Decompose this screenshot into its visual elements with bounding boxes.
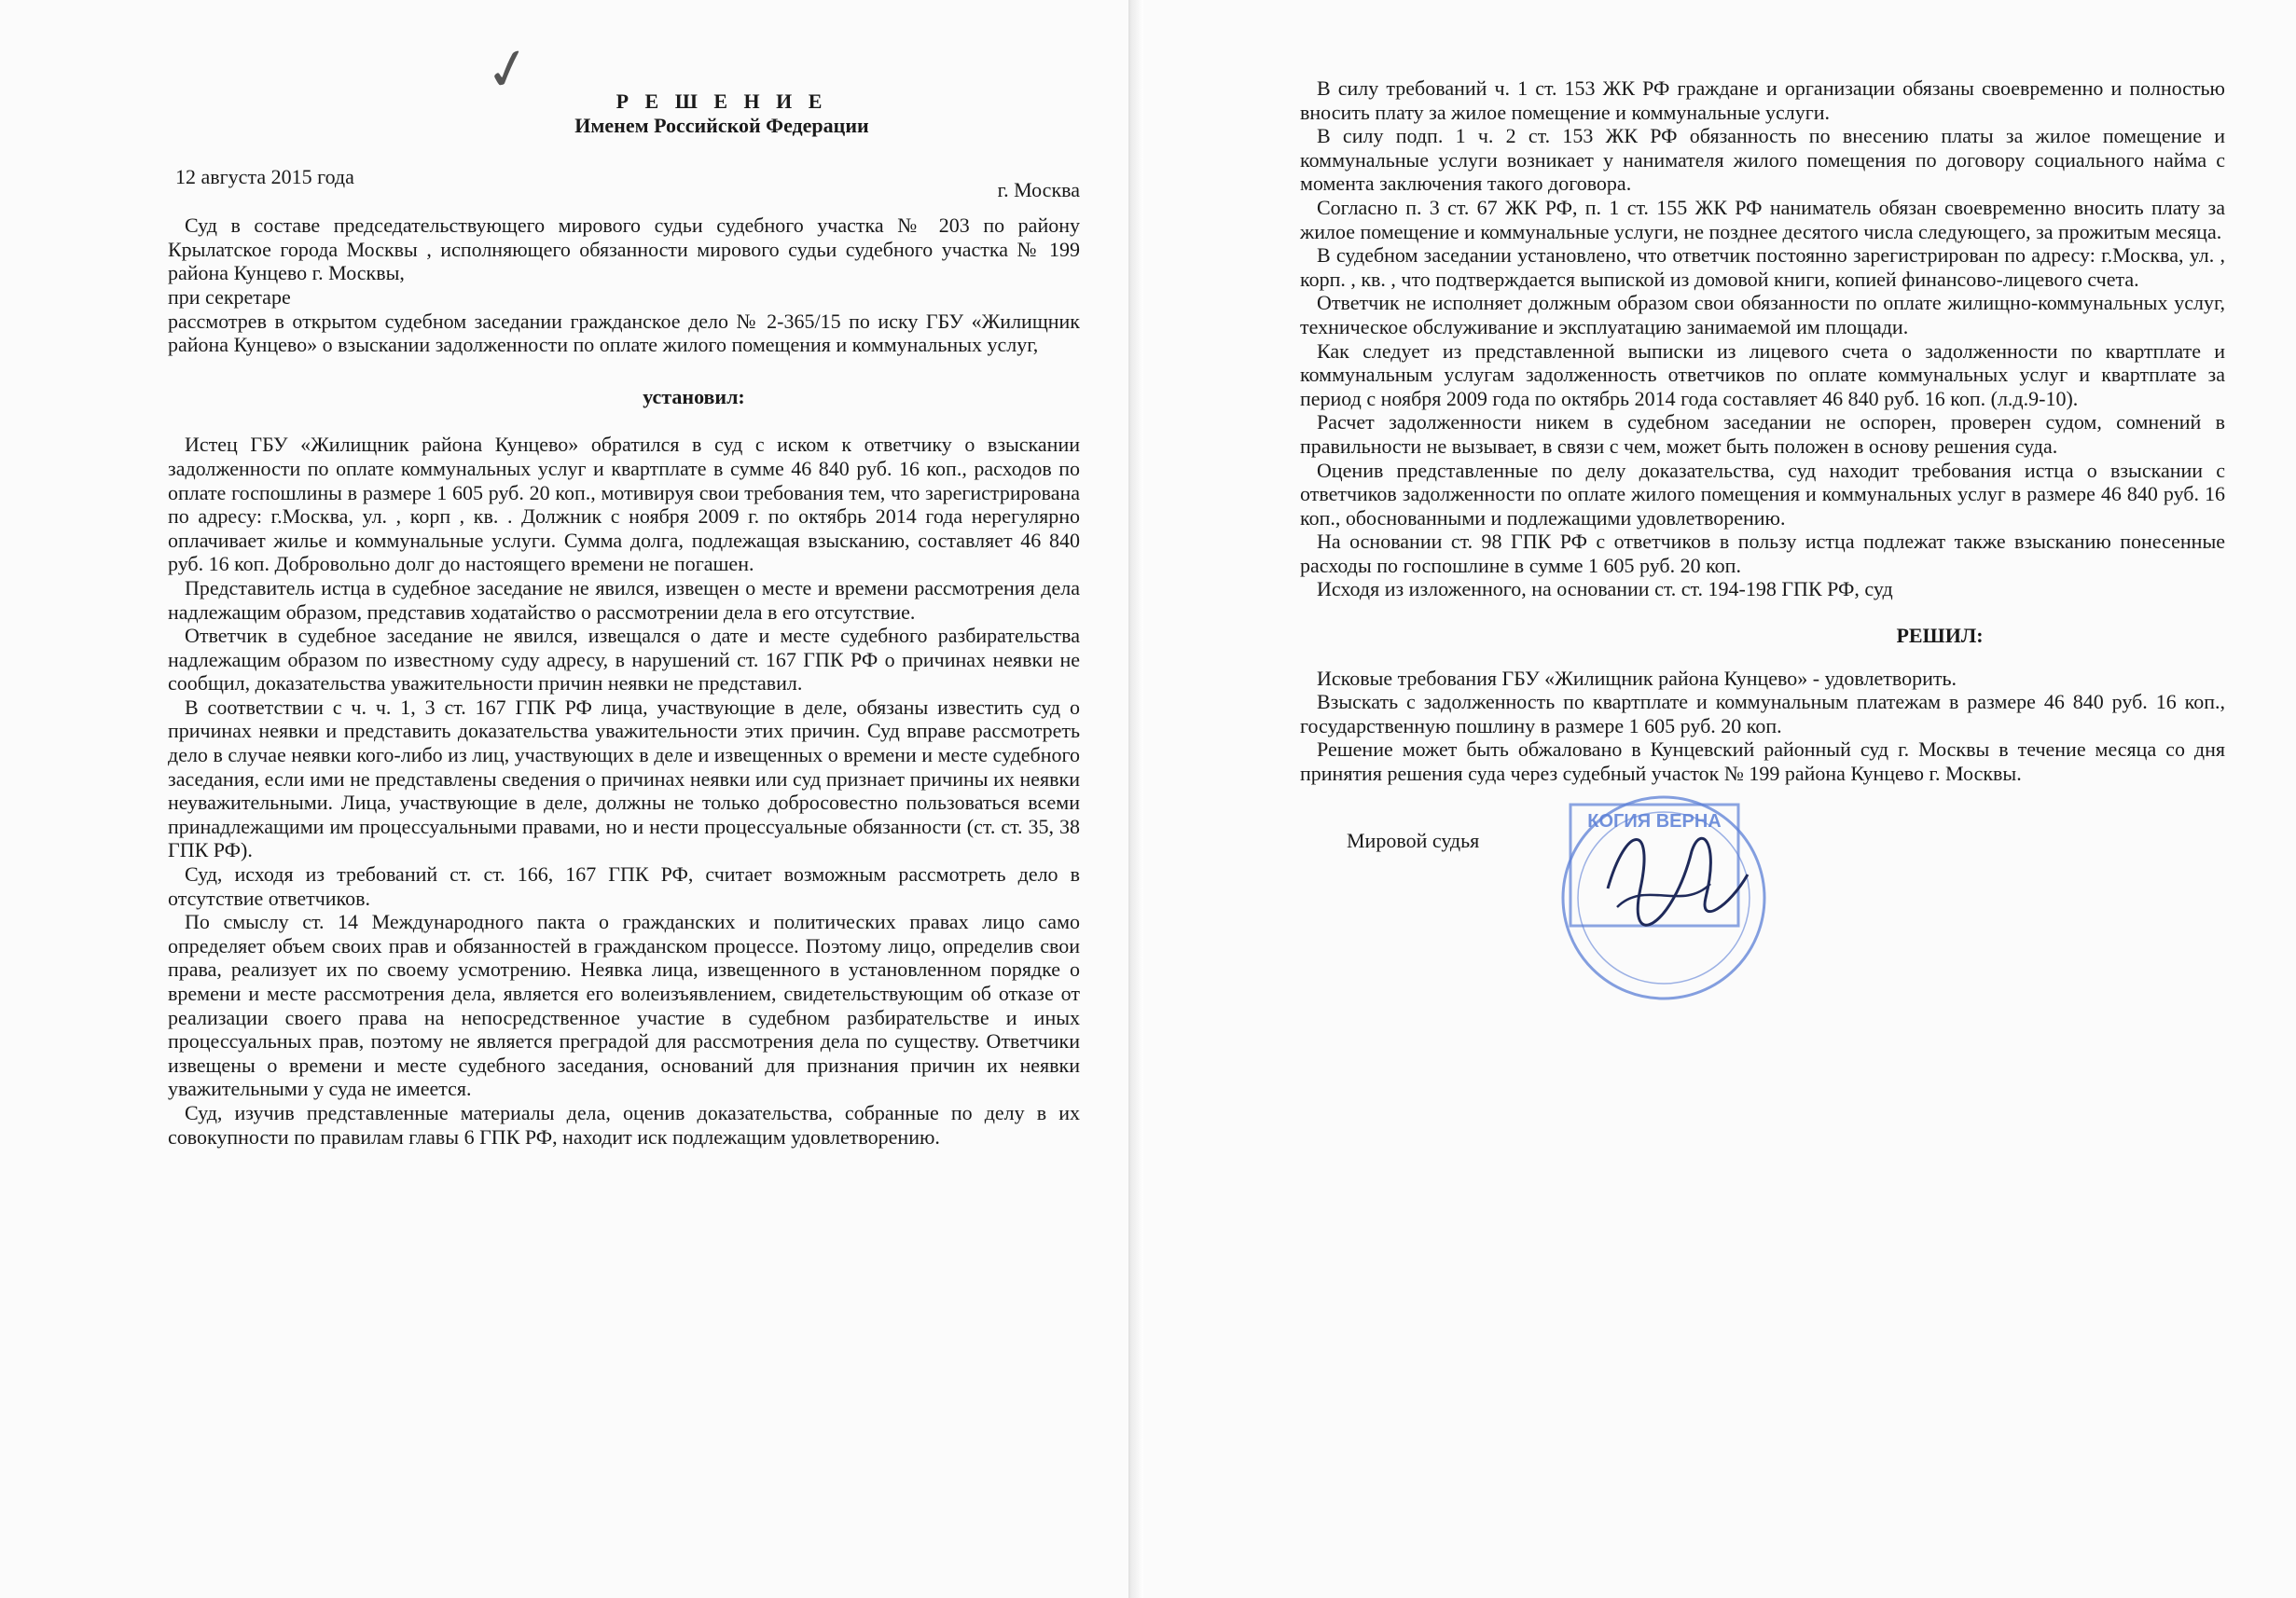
left-column: [168, 90, 1080, 1149]
section-established: установил:: [643, 384, 745, 408]
paragraph-grounds: Исходя из изложенного, на основании ст. ст. 194-198 ГПК РФ, суд: [1317, 577, 1893, 601]
paragraph-calculation: Расчет задолженности никем в судебном заседании не оспорен, проверен судом, сомнений в правильности не вызывает, в связи с чем, может быть положен в основу решения суда.: [1300, 410, 2225, 458]
judge-signature-row: [1300, 810, 2225, 930]
decision-city: г. Москва: [997, 178, 1080, 202]
paragraph-defendant-absence: Ответчик в судебное заседание не явился, извещался о дате и месте судебного разбирательства надлежащим образом по известному суду адресу, в нарушений ст. 167 ГПК РФ о причинах неявки не сообщил, доказательства уважительности причин неявки не представил.: [168, 624, 1080, 696]
paragraph-account-statement: Как следует из представленной выписки из лицевого счета о задолженности по квартплате и коммунальным услугам задолженность ответчиков по оплате коммунальных услуг и квартплате за период с ноября 2009 года по октябрь 2014 года составляет 46 840 руб. 16 коп. (л.д.9-10).: [1300, 338, 2225, 410]
court-stamp: [1552, 786, 1776, 1010]
page-gutter: [1130, 0, 1143, 1598]
judge-label: Мировой судья: [1347, 828, 1480, 852]
paragraph-appeal: Решение может быть обжаловано в Кунцевский районный суд г. Москвы в течение месяца со дня принятия решения суда через судебный участок № 199 района Кунцево г. Москвы.: [1300, 737, 2225, 786]
paragraph-absent-review: Суд, исходя из требований ст. ст. 166, 167 ГПК РФ, считает возможным рассмотреть дело в отсутствие ответчиков.: [168, 862, 1080, 910]
paragraph-art-167: В соответствии с ч. ч. 1, 3 ст. 167 ГПК РФ лица, участвующие в деле, обязаны известить суд о причинах неявки и представить доказательства уважительности этих причин. Суд вправе рассмотреть дело в случае неявки кого-либо из лиц, участвующих в деле и извещенных о времени и месте судебного заседания, если ими не представлены сведения о причинах неявки или суд признает причины их неявки неуважительными. Лица, участвующие в деле, должны не только добросовестно пользоваться всеми принадлежащими им процессуальными правами, но и нести процессуальные обязанности (ст. ст. 35, 38 ГПК РФ).: [168, 695, 1080, 862]
decision-date: 12 августа 2015 года: [175, 165, 354, 189]
document-subtitle: Именем Российской Федерации: [574, 113, 869, 137]
paragraph-claim-satisfied: Исковые требования ГБУ «Жилищник района Кунцево» - удовлетворить.: [1317, 666, 1957, 690]
court-composition: Суд в составе председательствующего мирового судьи судебного участка № 203 по району Крылатское города Москвы , исполняющего обязанности мирового судьи судебного участка № 199 района Кунцево г. Москвы,: [168, 214, 1080, 285]
paragraph-international-pact: По смыслу ст. 14 Международного пакта о гражданских и политических правах лицо само определяет объем своих прав и обязанностей в гражданском процессе. Поэтому лицо, определив свои права, реализует их по своему усмотрению. Неявка лица, извещенного в установленном порядке о времени и месте рассмотрения дела, является его волеизъявлением, свидетельствующим об отказе от реализации своего права на непосредственное участие в судебном разбирательстве и иных процессуальных прав, поэтому не является преградой для рассмотрения дела по существу. Ответчики извещены о времени и месте судебного заседания, оснований для признания причин их неявки уважительными у суда не имеется.: [168, 910, 1080, 1101]
paragraph-art-98: На основании ст. 98 ГПК РФ с ответчиков в пользу истца подлежат также взысканию понесенные расходы по госпошлине в сумме 1 605 руб. 20 коп.: [1300, 530, 2225, 577]
paragraph-claim: Истец ГБУ «Жилищник района Кунцево» обратился в суд с иском к ответчику о взыскании задолженности по оплате коммунальных услуг и квартплате в сумме 46 840 руб. 16 коп., расходов по оплате госпошлины в размере 1 605 руб. 20 коп., мотивируя свои требования тем, что зарегистрирована по адресу: г.Москва, ул. , корп , кв. . Должник с ноября 2009 г. по октябрь 2014 года нерегулярно оплачивает жилье и коммунальные услуги. Сумма долга, подлежащая взысканию, составляет 46 840 руб. 16 коп. Добровольно долг до настоящего времени не погашен.: [168, 433, 1080, 576]
paragraph-art-153-2: В силу подп. 1 ч. 2 ст. 153 ЖК РФ обязанность по внесению платы за жилое помещение и коммунальные услуги возникает у нанимателя жилого помещения по договору социального найма с момента заключения такого договора.: [1300, 124, 2225, 196]
paragraph-claim-granted: Суд, изучив представленные материалы дела, оценив доказательства, собранные по делу в их совокупности по правилам главы 6 ГПК РФ, находит иск подлежащим удовлетворению.: [168, 1100, 1080, 1149]
right-column: [1300, 76, 2225, 930]
paragraph-registration: В судебном заседании установлено, что ответчик постоянно зарегистрирован по адресу: г.Москва, ул. , корп. , кв. , что подтверждается выпиской из домовой книги, копией финансово-лицевого счета.: [1300, 243, 2225, 291]
paragraph-art-153: В силу требований ч. 1 ст. 153 ЖК РФ граждане и организации обязаны своевременно и полностью вносить плату за жилое помещение и коммунальные услуги.: [1300, 76, 2225, 124]
case-description: рассмотрев в открытом судебном заседании гражданское дело № 2-365/15 по иску ГБУ «Жилищник района Кунцево» о взыскании задолженности по оплате жилого помещения и коммунальных услуг,: [168, 309, 1080, 357]
date-row: [168, 165, 1080, 214]
paragraph-plaintiff-absence: Представитель истца в судебное заседание не явился, извещен о месте и времени рассмотрения дела надлежащим образом, представив ходатайство о рассмотрении дела в его отсутствие.: [168, 575, 1080, 624]
secretary-line: при секретаре: [168, 284, 291, 309]
section-resolved: РЕШИЛ:: [1896, 624, 1984, 648]
paragraph-non-performance: Ответчик не исполняет должным образом свои обязанности по оплате жилищно-коммунальных услуг, техническое обслуживание и эксплуатацию занимаемой им площади.: [1300, 291, 2225, 338]
stamp-text: КОГИЯ ВЕРНА: [1587, 810, 1722, 832]
paragraph-collect: Взыскать с задолженность по квартплате и коммунальным платежам в размере 46 840 руб. 16 коп., государственную пошлину в размере 1 605 руб. 20 коп.: [1300, 690, 2225, 737]
paragraph-evaluation: Оценив представленные по делу доказательства, суд находит требования истца о взыскании с ответчиков задолженности по оплате жилого помещения и коммунальных услуг в размере 46 840 руб. 16 коп., обоснованными и подлежащими удовлетворению.: [1300, 458, 2225, 530]
document-title: Р Е Ш Е Н И Е: [615, 90, 828, 113]
signature-icon: [1608, 838, 1748, 925]
handwritten-check-mark: ✓: [478, 33, 539, 107]
paragraph-art-67: Согласно п. 3 ст. 67 ЖК РФ, п. 1 ст. 155 ЖК РФ наниматель обязан своевременно вносить плату за жилое помещение и коммунальные услуги, не позднее десятого числа следующего, за прожитым месяца.: [1300, 195, 2225, 243]
